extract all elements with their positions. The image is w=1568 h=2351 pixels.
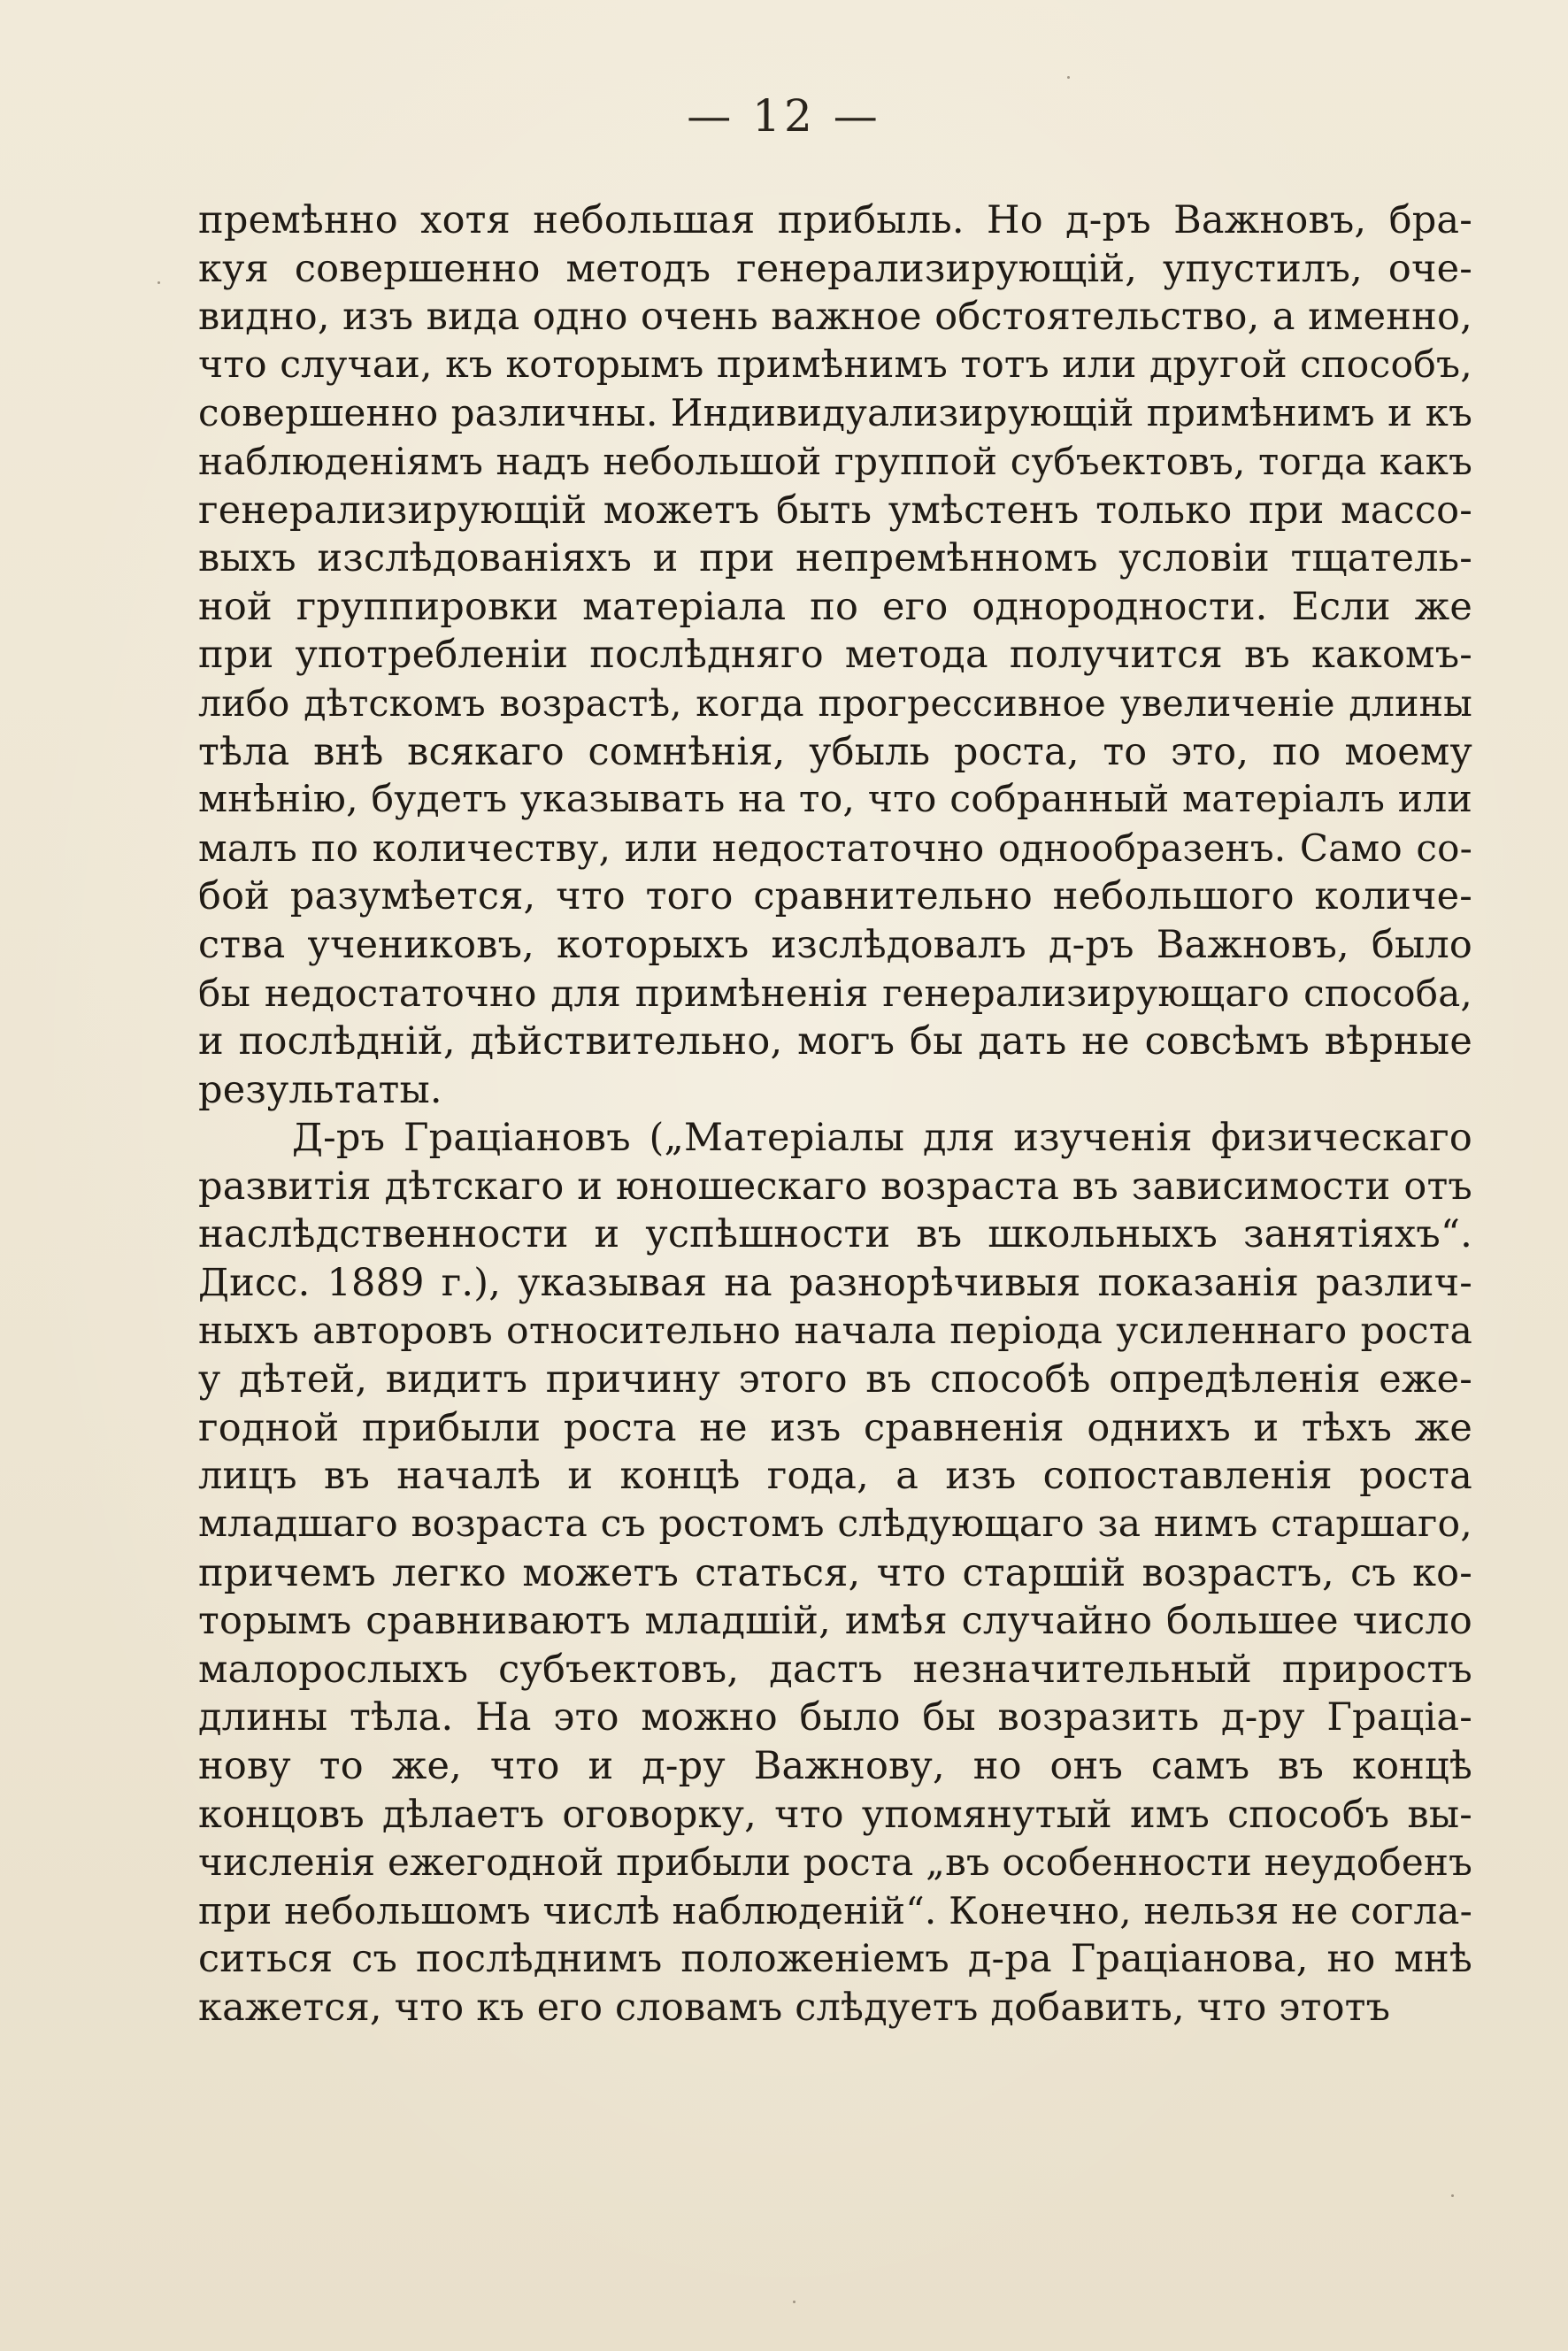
text-line: бы недостаточно для примѣненія генерализирующаго способа, (198, 971, 1472, 1015)
page-number: — 12 — (687, 90, 881, 142)
text-line: совершенно различны. Индивидуализирующій примѣнимъ и къ (198, 391, 1472, 435)
text-line: причемъ легко можетъ статься, что старшій возрастъ, съ ко- (198, 1550, 1472, 1595)
text-line: мнѣнію, будетъ указывать на то, что собранный матеріалъ или (198, 778, 1472, 822)
text-line: Д-ръ Граціановъ („Матеріалы для изученія физическаго (292, 1116, 1472, 1161)
text-line: ства учениковъ, которыхъ изслѣдовалъ д-ръ Важновъ, было (198, 922, 1472, 967)
text-line: концовъ дѣлаетъ оговорку, что упомянутый имъ способъ вы- (198, 1792, 1472, 1837)
text-line: Дисс. 1889 г.), указывая на разнорѣчивыя показанія различ- (198, 1261, 1472, 1306)
text-line: видно, изъ вида одно очень важное обстоятельство, а именно, (198, 295, 1472, 340)
text-line: при употребленіи послѣдняго метода получится въ какомъ- (198, 633, 1472, 678)
paragraph (198, 196, 1472, 1114)
text-line: ныхъ авторовъ относительно начала періода усиленнаго роста (198, 1309, 1472, 1353)
text-line: что случаи, къ которымъ примѣнимъ тотъ или другой способъ, (198, 342, 1472, 387)
text-line: выхъ изслѣдованіяхъ и при непремѣнномъ условіи тщатель- (198, 536, 1472, 581)
scan-speck (1067, 76, 1070, 79)
text-line: младшаго возраста съ ростомъ слѣдующаго за нимъ старшаго, (198, 1502, 1472, 1547)
text-line: малорослыхъ субъектовъ, дастъ незначительный приростъ (198, 1647, 1472, 1692)
text-line: результаты. (198, 1067, 442, 1112)
text-line: бой разумѣется, что того сравнительно небольшого количе- (198, 874, 1472, 919)
text-line: ной группировки матеріала по его однородности. Если же (198, 584, 1472, 629)
text-line: генерализирующій можетъ быть умѣстенъ только при массо- (198, 488, 1472, 533)
scan-speck (1451, 2194, 1454, 2197)
text-line: малъ по количеству, или недостаточно однообразенъ. Само со- (198, 826, 1472, 870)
text-line: либо дѣтскомъ возрастѣ, когда прогрессивное увеличеніе длины (198, 681, 1472, 725)
text-line: и послѣдній, дѣйствительно, могъ бы дать не совсѣмъ вѣрные (198, 1019, 1472, 1064)
text-line: численія ежегодной прибыли роста „въ особенности неудобенъ (198, 1840, 1472, 1885)
text-line: наслѣдственности и успѣшности въ школьныхъ занятіяхъ“. (198, 1212, 1472, 1257)
text-line: лицъ въ началѣ и концѣ года, а изъ сопоставленія роста (198, 1454, 1472, 1499)
text-line: торымъ сравниваютъ младшій, имѣя случайно большее число (198, 1599, 1472, 1644)
text-line: кажется, что къ его словамъ слѣдуетъ добавить, что этотъ (198, 1985, 1391, 2030)
scan-speck (158, 281, 160, 284)
text-line: длины тѣла. На это можно было бы возразить д-ру Граціа- (198, 1695, 1472, 1740)
text-line: куя совершенно методъ генерализирующій, упустилъ, оче- (198, 246, 1472, 291)
text-line: при небольшомъ числѣ наблюденій“. Конечно, нельзя не согла- (198, 1888, 1472, 1932)
text-line: годной прибыли роста не изъ сравненія однихъ и тѣхъ же (198, 1405, 1472, 1450)
text-line: премѣнно хотя небольшая прибыль. Но д-ръ Важновъ, бра- (198, 198, 1472, 242)
text-line: ситься съ послѣднимъ положеніемъ д-ра Граціанова, но мнѣ (198, 1937, 1472, 1982)
text-line: нову то же, что и д-ру Важнову, но онъ самъ въ концѣ (198, 1744, 1472, 1788)
text-line: тѣла внѣ всякаго сомнѣнія, убыль роста, то это, по моему (198, 729, 1472, 774)
body-text (198, 196, 1472, 2032)
text-line: у дѣтей, видитъ причину этого въ способѣ опредѣленія еже- (198, 1357, 1472, 1402)
scan-speck (793, 2301, 796, 2303)
text-line: наблюденіямъ надъ небольшой группой субъектовъ, тогда какъ (198, 439, 1472, 483)
text-line: развитія дѣтскаго и юношескаго возраста въ зависимости отъ (198, 1164, 1472, 1209)
paragraph (198, 1114, 1472, 2032)
